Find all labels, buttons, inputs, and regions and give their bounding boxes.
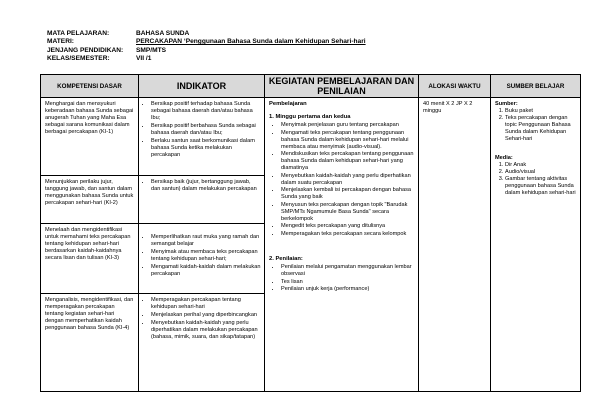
- list-item: • Bersikap baik (jujur, bertanggung jawab, dan santun) dalam melakukan percakapan: [151, 179, 261, 193]
- lesson-plan-table: [40, 74, 581, 392]
- list-item: • Memperlihatkan raut muka yang ramah dan semangat belajar: [151, 234, 261, 248]
- header-meta: [47, 30, 366, 64]
- list-item: 1. Buku paket: [505, 108, 576, 115]
- bullet-list: [495, 162, 576, 197]
- kompetensi-cell: Menghargai dan mensyukuri keberadaan bahasa Sunda sebagai anugerah Tuhan yang Maha Esa sebagai sarana komunikasi dalam berbagai percakapan (KI-1): [41, 98, 139, 176]
- header-kegiatan: KEGIATAN PEMBELAJARAN DAN PENILAIAN: [265, 75, 419, 98]
- list-item: • Berlaku santun saat berkomunikasi dalam bahasa Sunda ketika melakukan percakapan: [151, 138, 261, 159]
- list-item: • Menjelaskan perihal yang diperbincangkan: [151, 312, 261, 319]
- meta-value: VII /1: [136, 55, 152, 63]
- kegiatan-title: Pembelajaran: [269, 101, 307, 107]
- list-item: 2. Teks percakapan dengan topic Penggunaan Bahasa Sunda dalam Kehidupan Sehari-hari: [505, 115, 576, 143]
- indikator-cell: [139, 224, 265, 294]
- header-alokasi-waktu: ALOKASI WAKTU: [419, 75, 491, 98]
- kegiatan-section-1: 1. Minggu pertama dan kedua: [269, 114, 351, 120]
- list-item: • Mengamati teks percakapan tentang penggunaan bahasa Sunda dalam kehidupan sehari-hari melalui membaca atau menyimak (audio-visual).: [281, 130, 414, 151]
- list-item: • Bersikap positif berbahasa Sunda sebagai bahasa daerah dan/atau Ibu;: [151, 123, 261, 137]
- meta-row: [47, 55, 366, 63]
- meta-value: BAHASA SUNDA: [136, 30, 190, 37]
- list-item: 2. Audio/visual: [505, 169, 576, 176]
- sumber-cell: [491, 98, 581, 392]
- bullet-list: [495, 108, 576, 143]
- list-item: • Memperagakan percakapan tentang kehidupan sehari-hari: [151, 297, 261, 311]
- list-item: 3. Gambar tentang aktivitas penggunaan bahasa Sunda dalam kehidupan sehari-hari: [505, 176, 576, 197]
- list-item: • Mendiskusikan teks percakapan tentang penggunaan bahasa Sunda dalam kehidupan sehari-hari yang diamatinya: [281, 151, 414, 172]
- indikator-cell: [139, 294, 265, 392]
- list-item: • Mengedit teks percakapan yang ditulisnya: [281, 223, 414, 230]
- list-item: • Tes lisan: [281, 279, 414, 286]
- meta-row: [47, 38, 366, 46]
- meta-label: MATA PELAJARAN:: [47, 30, 110, 37]
- kompetensi-cell: Menganalisis, mengidentifikasi, dan memperagakan percakapan tentang kegiatan sehari-hari dengan memperhatikan kaidah penggunaan bahasa Sunda (KI-4): [41, 294, 139, 392]
- list-item: • Menyebutkan kaidah-kaidah yang perlu diperhatikan dalam melakukan percakapan (bahasa, mimik, suara, dan sikap/tatapan): [151, 320, 261, 341]
- list-item: • Menjelaskan kembali isi percakapan dengan bahasa Sunda yang baik: [281, 187, 414, 201]
- list-item: • Bersikap positif terhadap bahasa Sunda sebagai bahasa daerah dan/atau bahasa Ibu;: [151, 101, 261, 122]
- list-item: 1. Dir Anak: [505, 162, 576, 169]
- list-item: • Menyebutkan kaidah-kaidah yang perlu diperhatikan dalam suatu percakapan: [281, 173, 414, 187]
- bullet-list: [139, 224, 264, 281]
- list-item: • Menyusun teks percakapan dengan topik "Barudak SMP/MTs Ngamumule Basa Sunda" secara berkelompok: [281, 202, 414, 223]
- media-title: Media:: [495, 155, 513, 161]
- list-item: • Menyimak penjelasan guru tentang percakapan: [281, 122, 414, 129]
- meta-row: [47, 47, 366, 55]
- list-item: • Memperagakan teks percakapan secara kelompok: [281, 231, 414, 238]
- kegiatan-section-2: 2. Penilaian:: [269, 256, 303, 262]
- list-item: • Penilaian unjuk kerja (performance): [281, 286, 414, 293]
- meta-label: KELAS/SEMESTER:: [47, 55, 110, 63]
- bullet-list: [139, 98, 264, 162]
- bullet-list: [269, 122, 414, 238]
- meta-value: SMP/MTS: [136, 46, 167, 54]
- meta-label: JENJANG PENDIDIKAN:: [47, 46, 124, 54]
- indikator-cell: [139, 98, 265, 176]
- list-item: • Penilaian melalui pengamatan menggunakan lembar observasi: [281, 264, 414, 278]
- kompetensi-cell: Menunjukkan perilaku jujur, tanggung jawab, dan santun dalam menggunakan bahasa Sunda untuk percakapan sehari-hari (KI-2): [41, 176, 139, 224]
- header-sumber-belajar: SUMBER BELAJAR: [491, 75, 581, 98]
- kegiatan-cell: [265, 98, 419, 392]
- bullet-list: [269, 264, 414, 293]
- meta-label: MATERI:: [47, 38, 74, 46]
- meta-row: [47, 30, 366, 38]
- list-item: • Menyimak atau membaca teks percakapan tentang kehidupan sehari-hari;: [151, 249, 261, 263]
- indikator-cell: [139, 176, 265, 224]
- bullet-list: [139, 294, 264, 344]
- list-item: • Mengamati kaidah-kaidah dalam melakukan percakapan: [151, 264, 261, 278]
- sumber-title: Sumber:: [495, 101, 518, 107]
- alokasi-cell: 40 menit X 2 JP X 2 minggu: [419, 98, 491, 392]
- header-kompetensi-dasar: KOMPETENSI DASAR: [41, 75, 139, 98]
- bullet-list: [139, 176, 264, 196]
- meta-value: PERCAKAPAN ‘Penggunaan Bahasa Sunda dalam Kehidupan Sehari-hari: [136, 38, 366, 46]
- header-indikator: INDIKATOR: [139, 75, 265, 98]
- kompetensi-cell: Menelaah dan mengidentifikasi untuk memahami teks percakapan tentang kehidupan sehari-hari berdasarkan kaidah-kaidahnya secara lisan dan tulisan (KI-3): [41, 224, 139, 294]
